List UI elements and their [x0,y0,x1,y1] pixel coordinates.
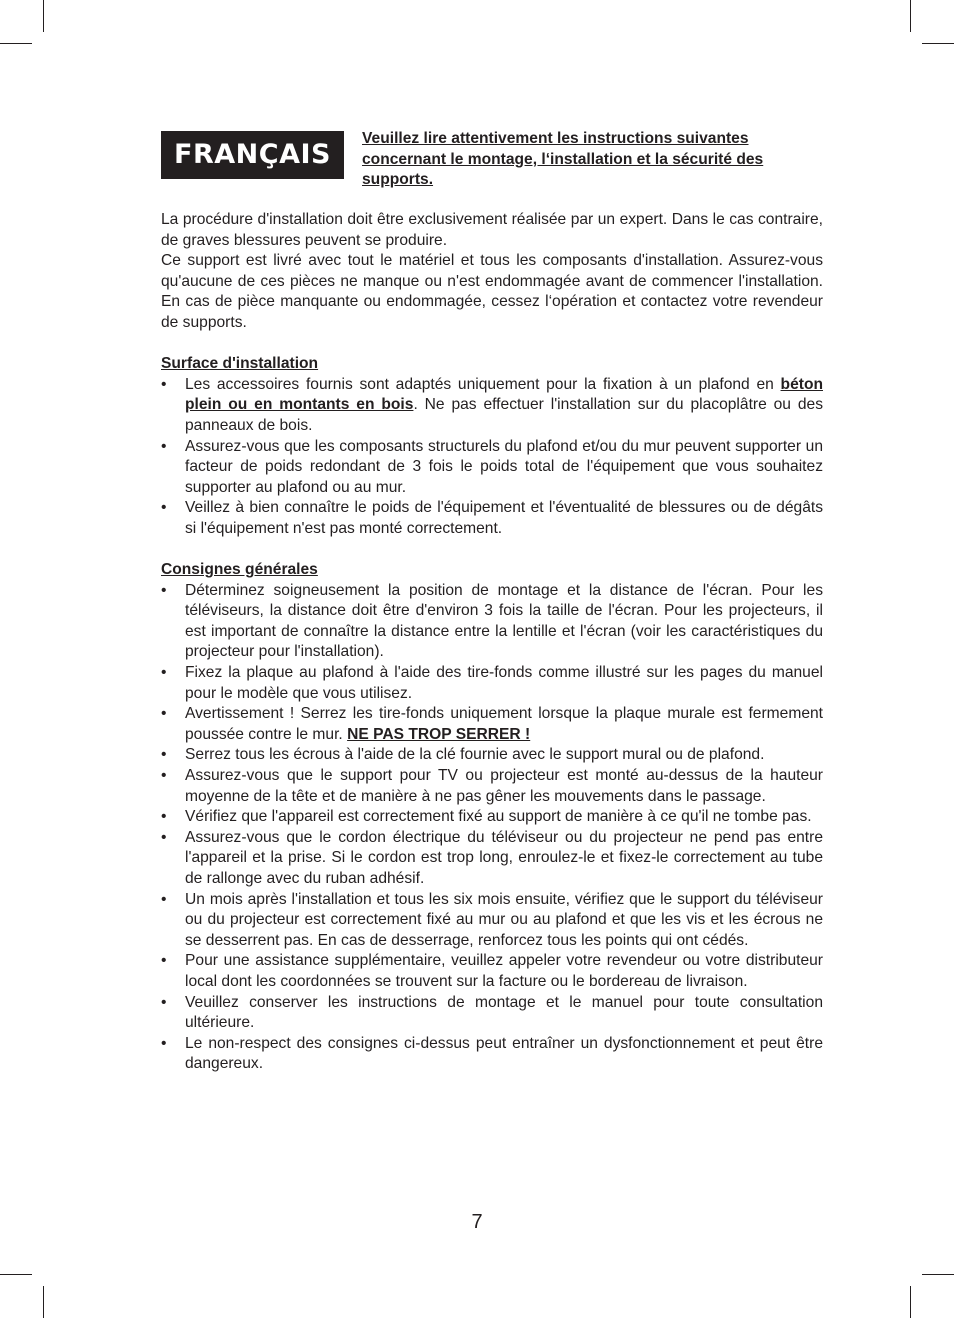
list-item: • Un mois après l'installation et tous les six mois ensuite, vérifiez que le support du téléviseur ou du projecteur est correctement fixé au mur ou au plafond et que les vis et les écrous ne se desserrent pas. En cas de desserrage, renforcez tous les points qui ont cédés. [161,890,823,949]
list-item: • Vérifiez que l'appareil est correctement fixé au support de manière à ce qu'il ne tombe pas. [161,807,823,828]
crop-mark [43,1286,44,1318]
bullet-icon: • [161,375,167,393]
warning-text: NE PAS TROP SERRER ! [347,725,531,743]
crop-mark [910,0,911,32]
bullet-icon: • [161,808,167,826]
list-item: • Veillez à bien connaître le poids de l'équipement et l'éventualité de blessures ou de dégâts si l'équipement n'est pas monté correctement. [161,499,823,537]
list-item: • Le non-respect des consignes ci-dessus peut entraîner un dysfonctionnement et peut être dangereux. [161,1034,823,1073]
section-title-surface: Surface d'installation [161,355,319,373]
bullet-icon: • [161,581,167,599]
list-item: • Assurez-vous que le support pour TV ou projecteur est monté au-dessus de la hauteur moyenne de la tête et de manière à ne pas gêner les mouvements dans le passage. [161,767,823,805]
bullet-icon: • [161,746,167,764]
bullet-icon: • [161,828,167,846]
document-body [161,210,823,1075]
list-item: • Assurez-vous que les composants structurels du plafond et/ou du mur peuvent supporter un facteur de poids redondant de 3 fois le poids total de l'équipement que vous souhaitez supporter au plafond ou au mur. [161,437,823,496]
bullet-icon: • [161,499,167,517]
list-item: • Les accessoires fournis sont adaptés uniquement pour la fixation à un plafond en béton plein ou en montants en bois. Ne pas effectuer l'installation sur du placoplâtre ou des panneaux de bois. [161,375,823,434]
bullet-icon: • [161,952,167,970]
emphasis-text: béton plein ou en montants en bois [185,375,823,414]
list-item: • Veuillez conserver les instructions de montage et le manuel pour toute consultation ultérieure. [161,993,823,1032]
list-item: • Pour une assistance supplémentaire, veuillez appeler votre revendeur ou votre distributeur local dont les coordonnées se trouvent sur la facture ou le bordereau de livraison. [161,952,823,990]
bullet-icon: • [161,437,167,455]
crop-mark [0,43,32,44]
section-title-general: Consignes générales [161,561,318,579]
crop-mark [0,1274,32,1275]
list-item: • Déterminez soigneusement la position de montage et la distance de l'écran. Pour les téléviseurs, la distance doit être d'environ 3 fois la taille de l'écran. Pour les projecteurs, il est important de connaître la distance entre la lentille et l'écran (voir les caractéristiques du projecteur pour l'installation). [161,581,823,661]
intro-paragraph: La procédure d'installation doit être exclusivement réalisée par un expert. Dans le cas contraire, de graves blessures peuvent se produire. [161,211,823,249]
list-item: • Fixez la plaque au plafond à l'aide des tire-fonds comme illustré sur les pages du manuel pour le modèle que vous utilisez. [161,664,823,702]
bullet-icon: • [161,705,167,723]
bullet-icon: • [161,1034,167,1052]
crop-mark [910,1286,911,1318]
list-item: • Serrez tous les écrous à l'aide de la clé fournie avec le support mural ou de plafond. [161,745,823,766]
crop-mark [922,43,954,44]
list-item: • Assurez-vous que le cordon électrique du téléviseur ou du projecteur ne pend pas entre l'appareil et la prise. Si le cordon est trop long, enroulez-le et fixez-le correctement au tube de rallonge avec du ruban adhésif. [161,828,823,887]
bullet-icon: • [161,993,167,1011]
crop-mark [922,1274,954,1275]
list-item: • Avertissement ! Serrez les tire-fonds uniquement lorsque la plaque murale est fermement poussée contre le mur. NE PAS TROP SERRER ! [161,705,823,743]
surface-list [161,375,823,540]
bullet-icon: • [161,767,167,785]
page-number: 7 [471,1211,483,1233]
bullet-icon: • [161,664,167,682]
general-list [161,581,823,1075]
intro-paragraph: Ce support est livré avec tout le matériel et tous les composants d'installation. Assurez-vous qu'aucune de ces pièces ne manque ou n'est endommagée avant de commencer l'installation. En cas de pièce manquante ou endommagée, cessez l‘opération et contactez votre revendeur de supports. [161,252,823,331]
language-badge: FRANÇAIS [161,131,344,179]
crop-mark [43,0,44,32]
intro-heading: Veuillez lire attentivement les instructions suivantes concernant le montage, l‘installation et la sécurité des supports. [362,130,764,189]
bullet-icon: • [161,890,167,908]
page-header [161,129,823,189]
